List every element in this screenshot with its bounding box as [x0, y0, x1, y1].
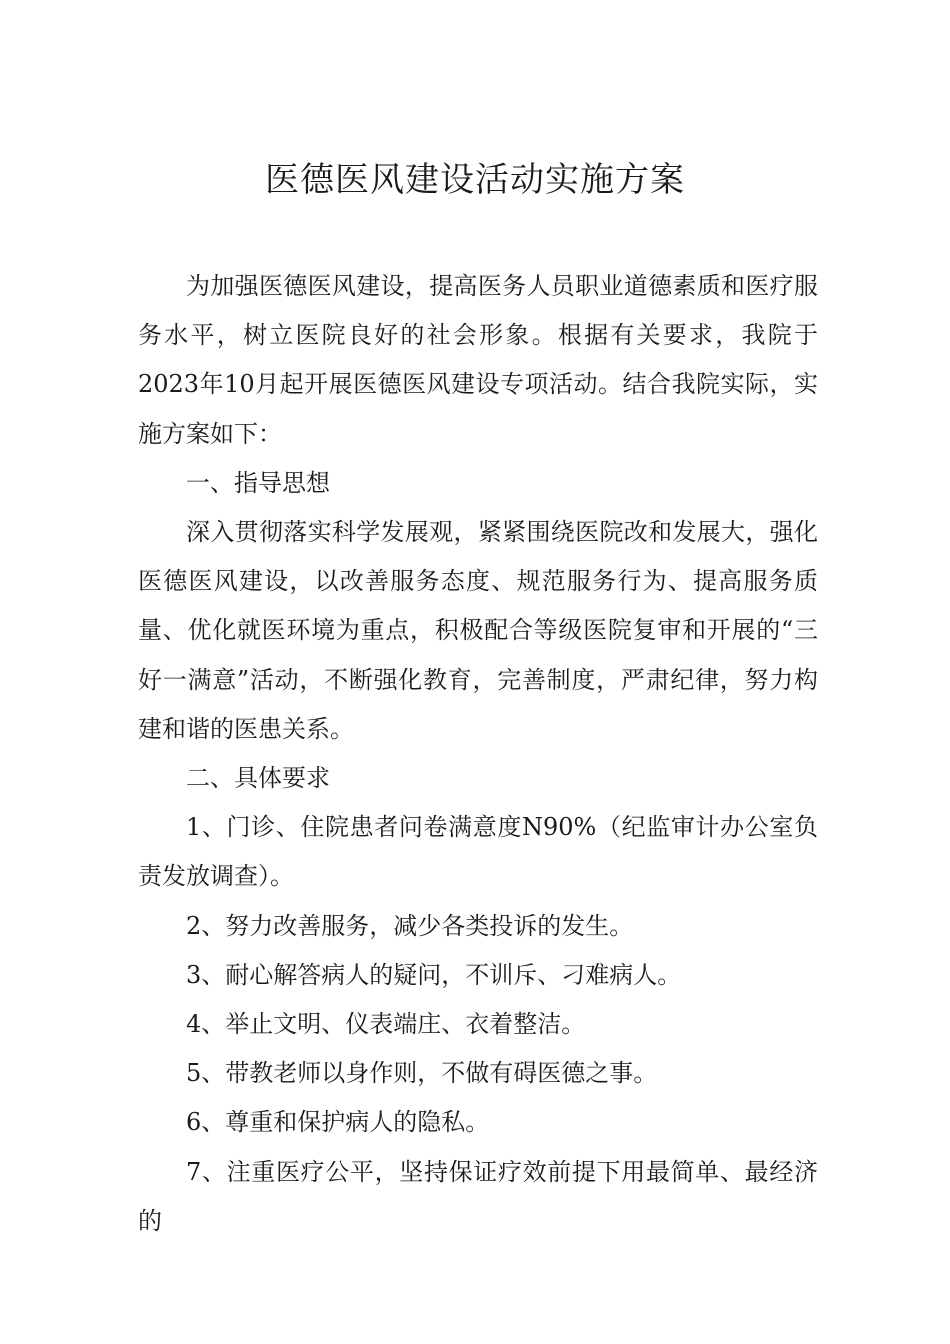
requirement-item: 6、尊重和保护病人的隐私。: [186, 1108, 490, 1137]
document-body: [138, 262, 818, 1246]
requirement-item: 5、带教老师以身作则，不做有碍医德之事。: [186, 1059, 658, 1088]
requirement-item: 3、耐心解答病人的疑问，不训斥、刁难病人。: [186, 960, 682, 989]
section-heading-specific-requirements: 二、具体要求: [186, 764, 330, 793]
requirement-item: 2、努力改善服务，减少各类投诉的发生。: [186, 911, 634, 940]
document-title: 医德医风建设活动实施方案: [265, 160, 685, 200]
guiding-ideology-paragraph: 深入贯彻落实科学发展观，紧紧围绕医院改和发展大，强化医德医风建设，以改善服务态度、规范服务行为、提高服务质量、优化就医环境为重点，积极配合等级医院复审和开展的“三好一满意”活动，不断强化教育，完善制度，严肃纪律，努力构建和谐的医患关系。: [138, 518, 818, 743]
requirement-item: 1、门诊、住院患者问卷满意度N90%（纪监审计办公室负责发放调查）。: [138, 813, 818, 891]
requirement-item: 7、注重医疗公平，坚持保证疗效前提下用最简单、最经济的: [138, 1157, 818, 1235]
intro-paragraph: 为加强医德医风建设，提高医务人员职业道德素质和医疗服务水平，树立医院良好的社会形象。根据有关要求，我院于2023年10月起开展医德医风建设专项活动。结合我院实际，实施方案如下：: [138, 272, 818, 448]
requirement-item: 4、举止文明、仪表端庄、衣着整洁。: [186, 1010, 586, 1039]
section-heading-guiding-ideology: 一、指导思想: [186, 468, 330, 497]
